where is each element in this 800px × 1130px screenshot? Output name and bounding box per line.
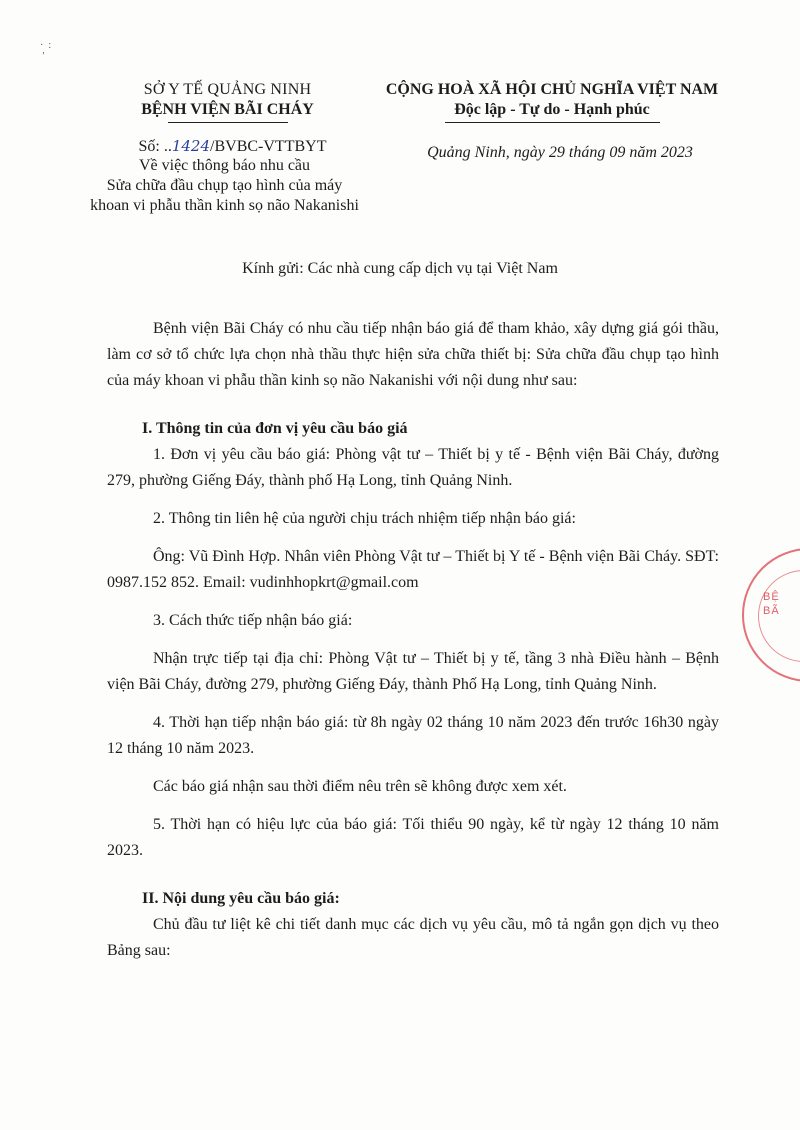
document-number: [100, 137, 365, 156]
issuer-underline: [168, 122, 288, 123]
section-1-item-3-detail: Nhận trực tiếp tại địa chỉ: Phòng Vật tư – Thiết bị y tế, tầng 3 nhà Điều hành – Bệnh viện Bãi Cháy, đường 279, phường Giếng Đáy, thành Phố Hạ Long, tỉnh Quảng Ninh.: [107, 650, 719, 693]
section-1-heading: I. Thông tin của đơn vị yêu cầu báo giá: [142, 420, 408, 437]
national-motto: Độc lập - Tự do - Hạnh phúc: [454, 101, 650, 118]
issuer-hospital: BỆNH VIỆN BÃI CHÁY: [141, 101, 314, 118]
section-1-item-4: 4. Thời hạn tiếp nhận báo giá: từ 8h ngày 02 tháng 10 năm 2023 đến trước 16h30 ngày 12 tháng 10 năm 2023.: [107, 714, 719, 757]
scan-specks: · : ': [40, 40, 52, 62]
intro-paragraph: Bệnh viện Bãi Cháy có nhu cầu tiếp nhận báo giá để tham khảo, xây dựng giá gói thầu, làm cơ sở tổ chức lựa chọn nhà thầu thực hiện sửa chữa thiết bị: Sửa chữa đầu chụp tạo hình của máy khoan vi phẫu thần kinh sọ não Nakanishi với nội dung như sau:: [107, 320, 719, 389]
recipient-line: Kính gửi: Các nhà cung cấp dịch vụ tại Việt Nam: [242, 260, 558, 277]
section-1-item-4-note: Các báo giá nhận sau thời điểm nêu trên sẽ không được xem xét.: [153, 778, 567, 795]
national-header: [352, 80, 752, 123]
national-title: CỘNG HOÀ XÃ HỘI CHỦ NGHĨA VIỆT NAM: [385, 81, 719, 98]
issuer-org: SỞ Y TẾ QUẢNG NINH: [143, 81, 312, 98]
section-1-item-2-detail: Ông: Vũ Đình Hợp. Nhân viên Phòng Vật tư – Thiết bị Y tế - Bệnh viện Bãi Cháy. SĐT: 0987.152 852. Email: vudinhhopkrt@gmail.com: [107, 548, 719, 591]
issuer-block: [95, 80, 360, 123]
section-1-item-1: 1. Đơn vị yêu cầu báo giá: Phòng vật tư – Thiết bị y tế - Bệnh viện Bãi Cháy, đường 279, phường Giếng Đáy, thành phố Hạ Long, tỉnh Quảng Ninh.: [107, 446, 719, 489]
subject-line-1: Về việc thông báo nhu cầu: [138, 157, 311, 174]
document-body: [107, 316, 719, 964]
doc-number-prefix: Số: ..: [138, 138, 172, 155]
red-seal-text: BỆ BÃ: [763, 591, 780, 617]
subject-line-3: khoan vi phẫu thần kinh sọ não Nakanishi: [90, 197, 359, 214]
document-date: Quảng Ninh, ngày 29 tháng 09 năm 2023: [427, 144, 693, 161]
doc-number-suffix: /BVBC-VTTBYT: [210, 138, 327, 155]
section-1-item-2: 2. Thông tin liên hệ của người chịu trách nhiệm tiếp nhận báo giá:: [153, 510, 576, 527]
section-2-heading: II. Nội dung yêu cầu báo giá:: [142, 890, 340, 907]
section-1-item-3: 3. Cách thức tiếp nhận báo giá:: [153, 612, 353, 629]
subject-line-2: Sửa chữa đầu chụp tạo hình của máy: [106, 177, 343, 194]
document-subject: [82, 156, 367, 216]
motto-underline: [445, 122, 660, 123]
section-1-item-5: 5. Thời hạn có hiệu lực của báo giá: Tối thiểu 90 ngày, kể từ ngày 12 tháng 10 năm 2023.: [107, 816, 719, 859]
doc-number-handwritten: 1424: [171, 137, 211, 155]
section-2-text: Chủ đầu tư liệt kê chi tiết danh mục các dịch vụ yêu cầu, mô tả ngắn gọn dịch vụ theo Bảng sau:: [107, 916, 719, 959]
